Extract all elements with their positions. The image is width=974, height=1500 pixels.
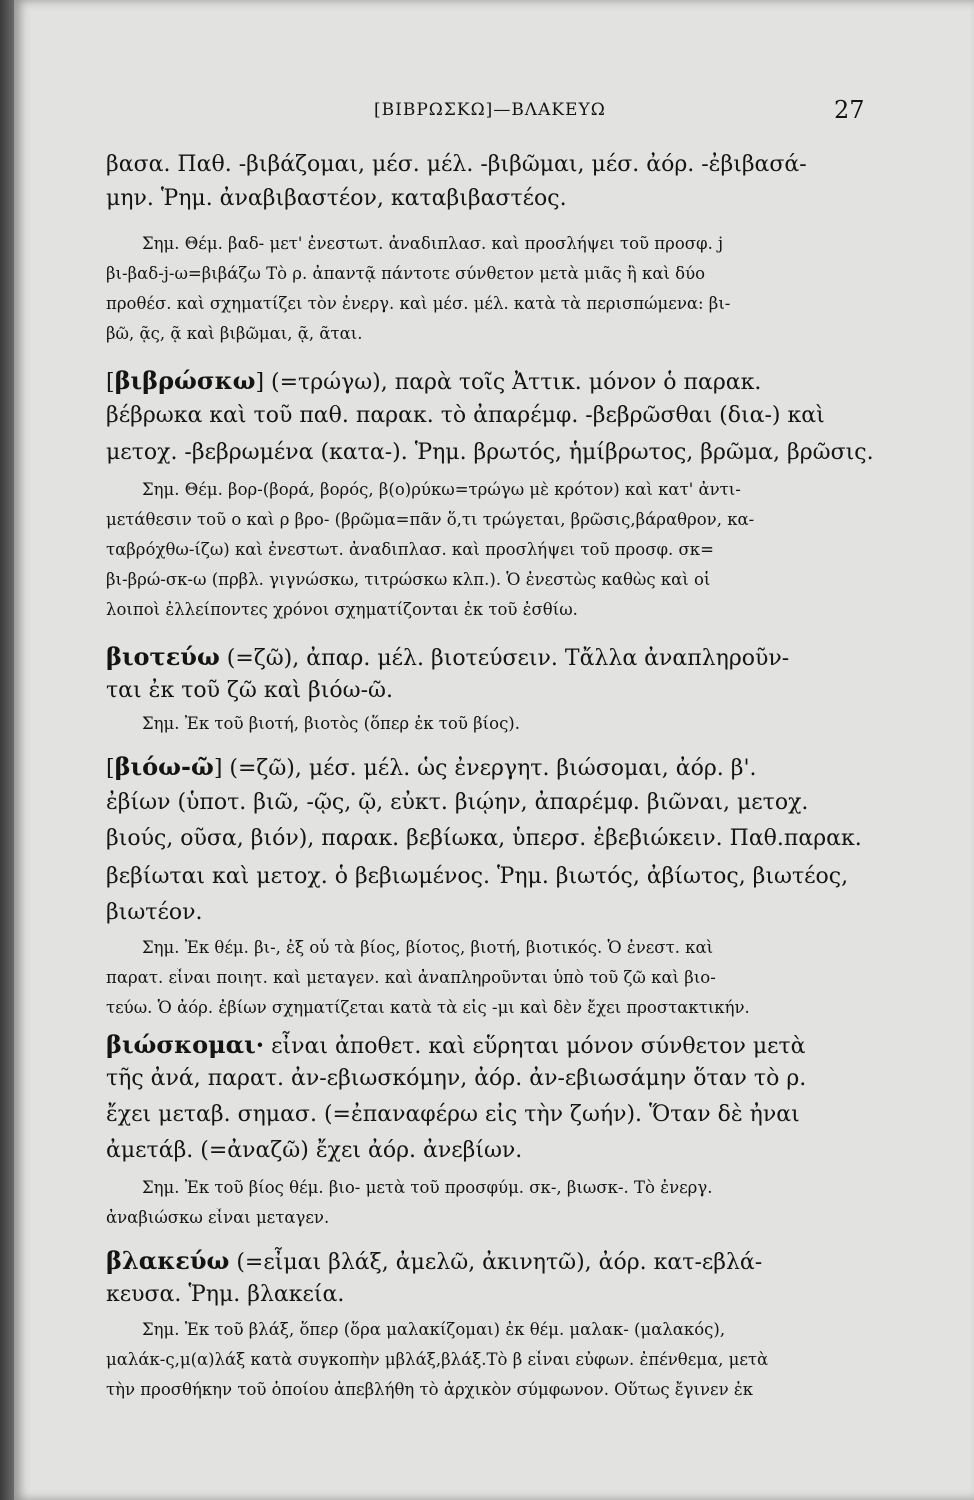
text-line xyxy=(106,900,926,925)
line-text: ται ἐκ τοῦ ζῶ καὶ βιόω-ῶ. xyxy=(106,678,393,703)
text-line xyxy=(106,678,926,703)
text-line xyxy=(106,1282,926,1307)
line-text: Σημ. Ἐκ τοῦ βίος θέμ. βιο- μετὰ τοῦ προσφύμ. σκ-, βιωσκ-. Τὸ ἐνεργ. xyxy=(142,1178,713,1197)
line-text: (=εἶμαι βλάξ, ἀμελῶ, ἀκινητῶ), ἀόρ. κατ-εβλά- xyxy=(229,1250,763,1275)
running-header: [ΒΙΒΡΩΣΚΩ]—ΒΛΑΚΕΥΩ xyxy=(374,100,606,120)
text-line xyxy=(106,186,926,211)
text-line xyxy=(106,790,926,815)
line-text: Σημ. Θέμ. βορ-(βορά, βορός, β(ο)ρύκω=τρώγω μὲ κρότον) καὶ κατ' ἀντι- xyxy=(142,480,741,499)
line-text: ἀμετάβ. (=ἀναζῶ) ἔχει ἀόρ. ἀνεβίων. xyxy=(106,1138,523,1163)
page-number: 27 xyxy=(834,96,865,124)
line-text: λοιποὶ ἐλλείποντες χρόνοι σχηματίζονται ἐκ τοῦ ἐσθίω. xyxy=(106,600,578,619)
line-text: βέβρωκα καὶ τοῦ παθ. παρακ. τὸ ἀπαρέμφ. -βεβρῶσθαι (δια-) καὶ xyxy=(106,403,825,428)
line-text: Σημ. Ἐκ θέμ. βι-, ἐξ οὗ τὰ βίος, βίοτος, βιοτή, βιοτικός. Ὁ ἐνεστ. καὶ xyxy=(142,938,714,957)
line-text: (=ζῶ), ἀπαρ. μέλ. βιοτεύσειν. Τἄλλα ἀναπληροῦν- xyxy=(219,646,790,671)
line-text: ἔχει μεταβ. σημασ. (=ἐπαναφέρω εἰς τὴν ζωήν). Ὅταν δὲ ἦναι xyxy=(106,1102,800,1127)
line-text: μετοχ. -βεβρωμένα (κατα-). Ῥημ. βρωτός, ἡμίβρωτος, βρῶμα, βρῶσις. xyxy=(106,440,874,465)
line-text: ] (=ζῶ), μέσ. μέλ. ὡς ἐνεργητ. βιώσομαι, ἀόρ. β'. xyxy=(213,756,757,781)
text-line xyxy=(106,1208,926,1227)
text-line xyxy=(142,714,926,733)
book-spine-shadow xyxy=(0,0,14,1500)
text-line xyxy=(106,1350,926,1369)
text-line xyxy=(142,1178,926,1197)
text-line xyxy=(106,998,926,1017)
line-text: βιούς, οῦσα, βιόν), παρακ. βεβίωκα, ὑπερσ. ἐβεβιώκειν. Παθ.παρακ. xyxy=(106,826,862,851)
text-line xyxy=(106,570,926,589)
line-text: ἀναβιώσκω εἶναι μεταγεν. xyxy=(106,1208,330,1227)
text-line xyxy=(106,600,926,619)
headword: βιβρώσκω xyxy=(114,366,256,395)
text-line xyxy=(106,264,926,283)
line-text: [ xyxy=(106,756,115,781)
text-line xyxy=(106,1246,926,1275)
text-line xyxy=(142,938,926,957)
line-text: ταβρόχθω-ίζω) καὶ ἐνεστωτ. ἀναδιπλασ. καὶ προσλήψει τοῦ προσφ. σκ= xyxy=(106,540,714,559)
line-text: ] (=τρώγω), παρὰ τοῖς Ἀττικ. μόνον ὁ παρακ. xyxy=(255,370,762,395)
line-text: μην. Ῥημ. ἀναβιβαστέον, καταβιβαστέος. xyxy=(106,186,567,211)
line-text: τὴν προσθήκην τοῦ ὁποίου ἀπεβλήθη τὸ ἀρχικὸν σύμφωνον. Οὕτως ἔγινεν ἐκ xyxy=(106,1380,754,1399)
text-line xyxy=(106,540,926,559)
line-text: Σημ. Θέμ. βαδ- μετ' ἐνεστωτ. ἀναδιπλασ. καὶ προσλήψει τοῦ προσφ. j xyxy=(142,234,724,253)
text-line xyxy=(142,480,926,499)
text-line xyxy=(106,968,926,987)
text-line xyxy=(106,642,926,671)
line-text: [ xyxy=(106,370,115,395)
line-text: κευσα. Ῥημ. βλακεία. xyxy=(106,1282,345,1307)
text-line xyxy=(106,1138,926,1163)
line-text: Σημ. Ἐκ τοῦ βιοτή, βιοτὸς (ὅπερ ἐκ τοῦ βίος). xyxy=(142,714,520,733)
line-text: τεύω. Ὁ ἀόρ. ἐβίων σχηματίζεται κατὰ τὰ εἰς -μι καὶ δὲν ἔχει προστακτικήν. xyxy=(106,998,750,1017)
text-line xyxy=(106,403,926,428)
text-line xyxy=(106,324,926,343)
text-line xyxy=(106,1102,926,1127)
headword: βιώσκομαι· xyxy=(106,1030,265,1059)
text-line xyxy=(106,864,926,889)
text-line xyxy=(106,1380,926,1399)
headword: βιοτεύω xyxy=(106,642,220,671)
line-text: βασα. Παθ. -βιβάζομαι, μέσ. μέλ. -βιβῶμαι, μέσ. ἀόρ. -ἐβιβασά- xyxy=(106,152,807,177)
text-line xyxy=(106,752,926,781)
text-line xyxy=(142,1320,926,1339)
text-line xyxy=(106,440,926,465)
book-page xyxy=(14,0,974,1500)
text-line xyxy=(106,1030,926,1059)
line-text: μετάθεσιν τοῦ ο καὶ ρ βρο- (βρῶμα=πᾶν ὅ,τι τρώγεται, βρῶσις,βάραθρον, κα- xyxy=(106,510,755,529)
text-line xyxy=(106,510,926,529)
headword: βιόω-ῶ xyxy=(114,752,214,781)
line-text: βεβίωται καὶ μετοχ. ὁ βεβιωμένος. Ῥημ. βιωτός, ἀβίωτος, βιωτέος, xyxy=(106,864,849,889)
line-text: βῶ, ᾷς, ᾷ καὶ βιβῶμαι, ᾷ, ᾶται. xyxy=(106,324,363,343)
text-line xyxy=(106,294,926,313)
line-text: τῆς ἀνά, παρατ. ἀν-εβιωσκόμην, ἀόρ. ἀν-εβιωσάμην ὅταν τὸ ρ. xyxy=(106,1066,807,1091)
line-text: βι-βαδ-j-ω=βιβάζω Τὸ ρ. ἀπαντᾷ πάντοτε σύνθετον μετὰ μιᾶς ἢ καὶ δύο xyxy=(106,264,706,283)
line-text: μαλάκ-ς,μ(α)λάξ κατὰ συγκοπὴν μβλάξ,βλάξ.Τὸ β εἶναι εὐφων. ἐπένθεμα, μετὰ xyxy=(106,1350,769,1369)
line-text: παρατ. εἶναι ποιητ. καὶ μεταγεν. καὶ ἀναπληροῦνται ὑπὸ τοῦ ζῶ καὶ βιο- xyxy=(106,968,716,987)
text-line xyxy=(106,152,926,177)
text-line xyxy=(106,366,926,395)
line-text: βιωτέον. xyxy=(106,900,203,925)
text-line xyxy=(106,1066,926,1091)
text-line xyxy=(142,234,926,253)
line-text: βι-βρώ-σκ-ω (πρβλ. γιγνώσκω, τιτρώσκω κλπ.). Ὁ ἐνεστὼς καθὼς καὶ οἱ xyxy=(106,570,711,589)
line-text: προθέσ. καὶ σχηματίζει τὸν ἐνεργ. καὶ μέσ. μέλ. κατὰ τὰ περισπώμενα: βι- xyxy=(106,294,731,313)
line-text: Σημ. Ἐκ τοῦ βλάξ, ὅπερ (ὅρα μαλακίζομαι) ἐκ θέμ. μαλακ- (μαλακός), xyxy=(142,1320,726,1339)
text-line xyxy=(106,826,926,851)
line-text: εἶναι ἀποθετ. καὶ εὕρηται μόνον σύνθετον μετὰ xyxy=(264,1034,806,1059)
line-text: ἐβίων (ὑποτ. βιῶ, -ῷς, ῷ, εὐκτ. βιῴην, ἀπαρέμφ. βιῶναι, μετοχ. xyxy=(106,790,809,815)
headword: βλακεύω xyxy=(106,1246,230,1275)
